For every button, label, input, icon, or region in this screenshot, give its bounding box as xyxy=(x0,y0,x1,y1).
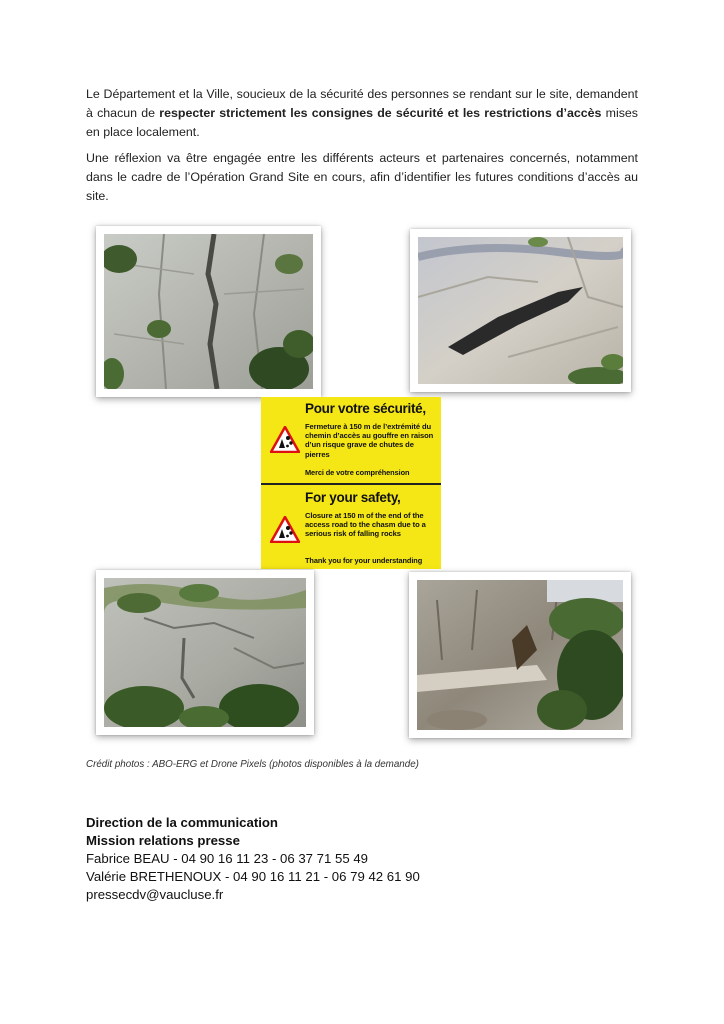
intro-p1-end: mises en place localement. xyxy=(86,106,638,139)
cliff-photo-1-image xyxy=(104,234,313,389)
contact-email[interactable]: pressecdv@vaucluse.fr xyxy=(86,887,224,902)
falling-rocks-warning-icon xyxy=(270,426,300,453)
photo-credit-text: ABO-ERG et Drone Pixels (photos disponibles à la demande) xyxy=(149,759,419,770)
sign-divider xyxy=(261,483,441,485)
contact-person-1: Fabrice BEAU - 04 90 16 11 23 - 06 37 71 55 49 xyxy=(86,851,369,866)
cliff-photo-2-image xyxy=(418,237,623,384)
cliff-photo-3-image xyxy=(104,578,306,727)
sign-title-en: For your safety, xyxy=(305,490,401,505)
cliff-photo-4 xyxy=(409,572,631,738)
falling-rocks-warning-icon-en xyxy=(270,516,300,543)
cliff-photo-4-image xyxy=(417,580,623,730)
intro-paragraph-2: Une réflexion va être engagée entre les différents acteurs et partenaires concernés, notamment dans le cadre de l’Opération Grand Site en cours, afin d’identifier les futures conditions d’accès au site. xyxy=(86,151,638,203)
contact-department: Direction de la communication xyxy=(86,815,278,830)
sign-text-en: Closure at 150 m of the end of the access road to the chasm due to a serious risk of falling rocks xyxy=(305,511,426,539)
safety-sign xyxy=(261,397,441,569)
contact-mission: Mission relations presse xyxy=(86,833,240,848)
sign-thanks-en: Thank you for your understanding xyxy=(305,556,423,565)
intro-p1-start: Le Département et la Ville, soucieux de la sécurité des personnes se rendant sur le site, demandent à chacun de xyxy=(86,87,638,120)
contact-person-2: Valérie BRETHENOUX - 04 90 16 11 21 - 06 79 42 61 90 xyxy=(86,869,420,884)
photo-credit-label: Crédit photos : xyxy=(86,759,150,770)
sign-title-fr: Pour votre sécurité, xyxy=(305,401,426,416)
photo-credit xyxy=(86,759,419,770)
cliff-photo-1 xyxy=(96,226,321,397)
cliff-photo-2 xyxy=(410,229,631,392)
sign-thanks-fr: Merci de votre compréhension xyxy=(305,468,410,477)
cliff-photo-3 xyxy=(96,570,314,735)
intro-paragraph-1 xyxy=(86,85,638,142)
intro-p1-emphasis: respecter strictement les consignes de sécurité et les restrictions d’accès xyxy=(159,106,602,120)
sign-text-fr: Fermeture à 150 m de l’extrémité du chemin d’accès au gouffre en raison d’un risque grave de chutes de pierres xyxy=(305,422,434,459)
